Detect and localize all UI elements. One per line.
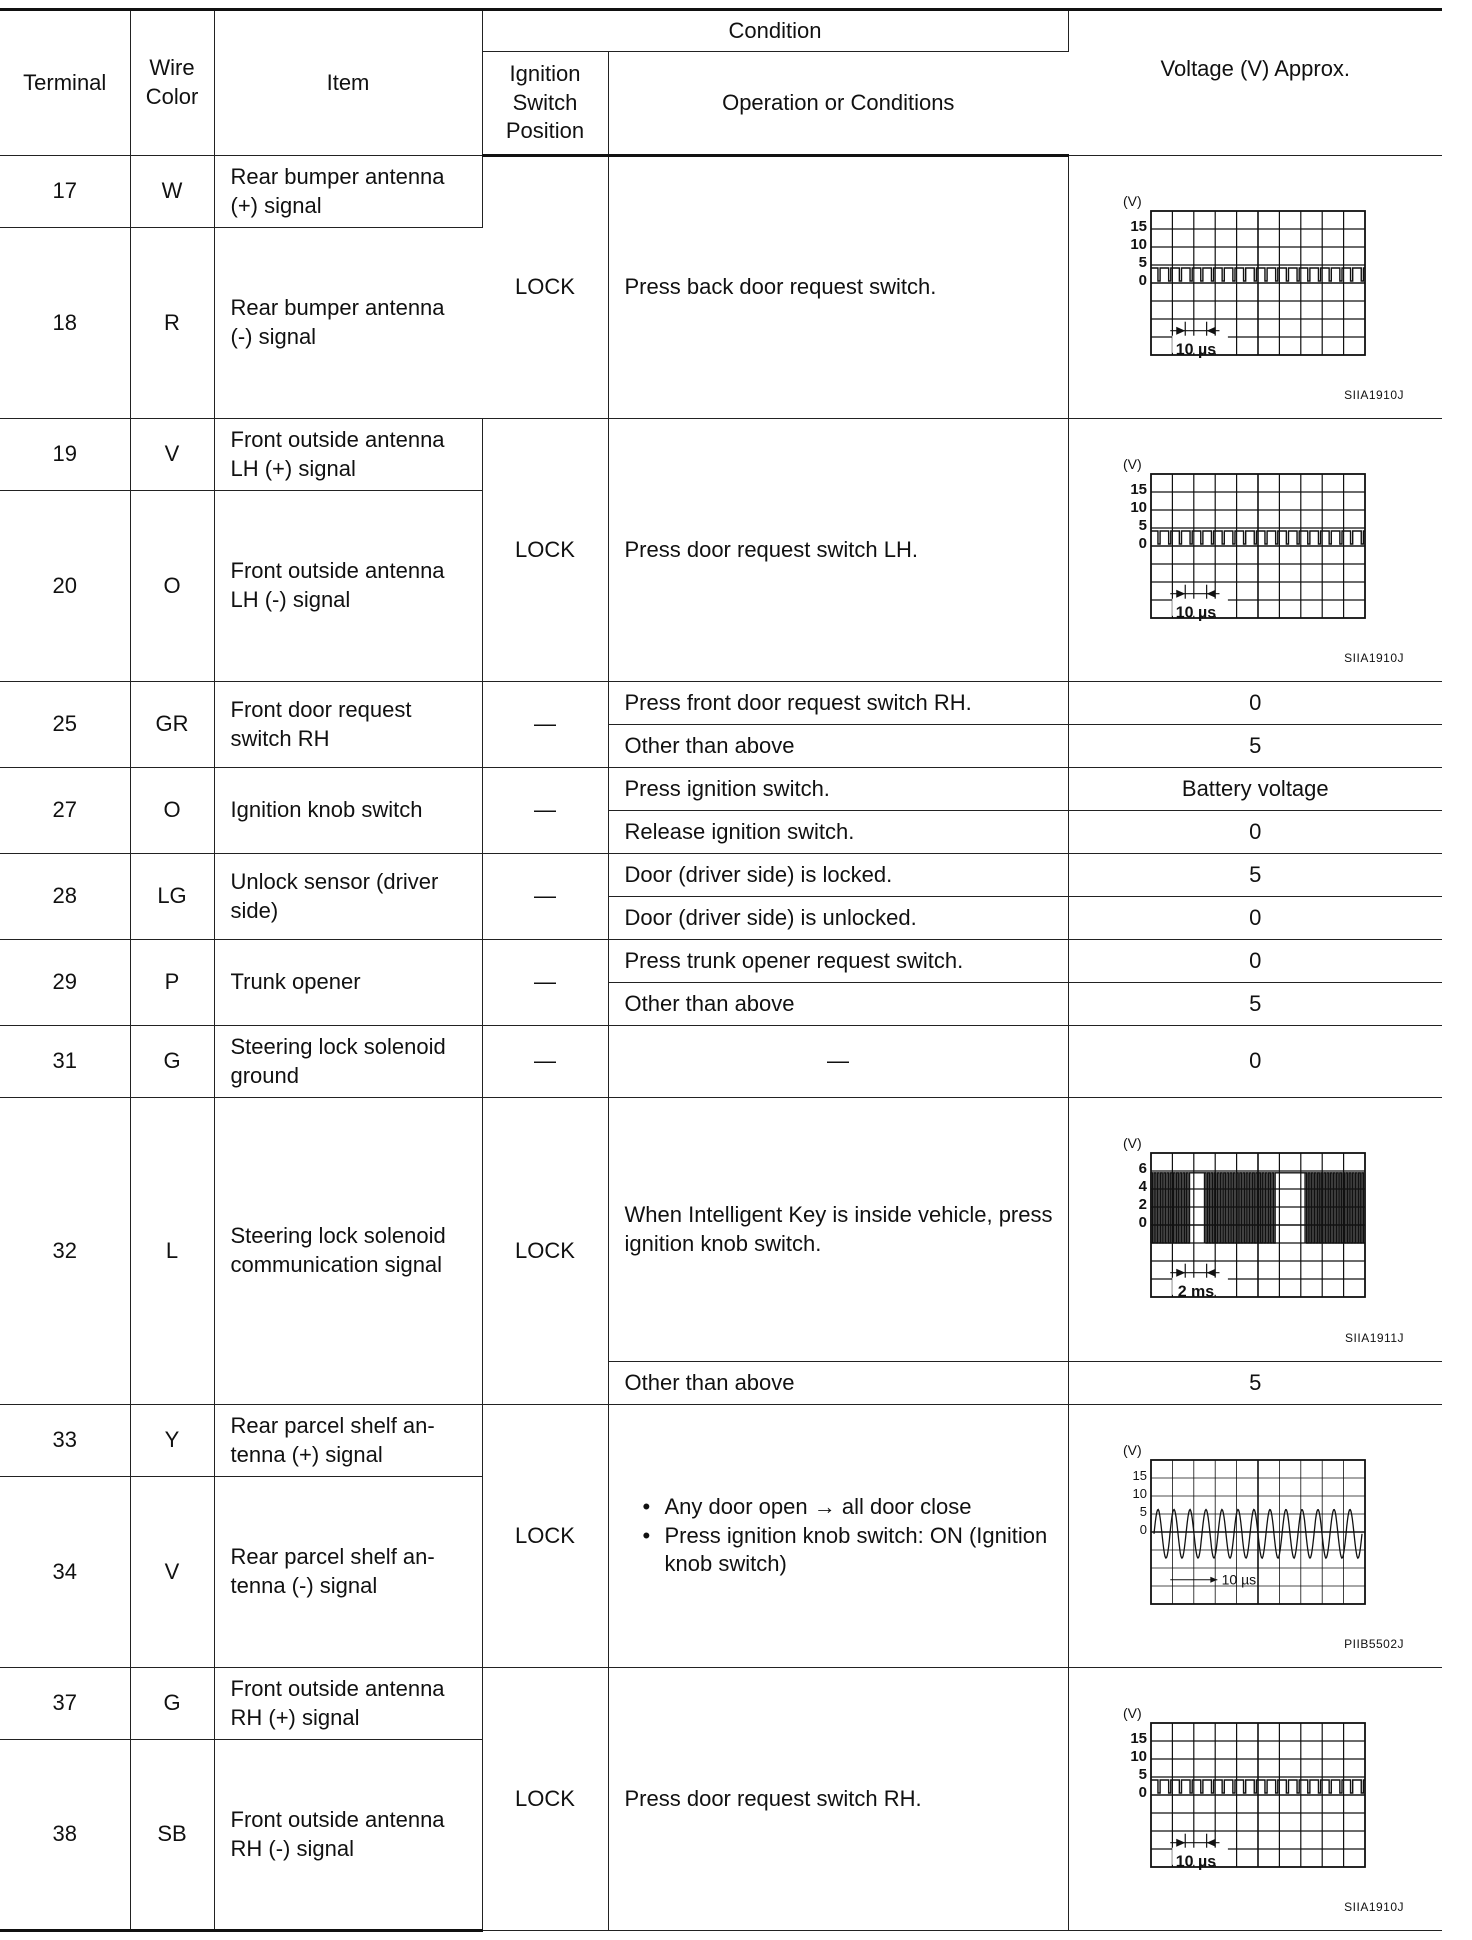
ignition-cell: —	[482, 940, 608, 1026]
voltage-cell: 0	[1068, 897, 1442, 940]
operation-cell: Release ignition switch.	[608, 811, 1068, 854]
wire-color-cell: V	[130, 1477, 214, 1668]
ignition-cell: —	[482, 768, 608, 854]
tick-label: 15	[1132, 1468, 1147, 1483]
table-row	[0, 419, 1442, 491]
tick-label: 10	[1132, 1486, 1147, 1501]
operation-cell: Press ignition switch.	[608, 768, 1068, 811]
terminal-cell: 17	[0, 156, 130, 228]
wire-color-cell: O	[130, 768, 214, 854]
terminal-cell: 25	[0, 682, 130, 768]
item-cell: Front door request switch RH	[214, 682, 482, 768]
figure-code: PIIB5502J	[1344, 1637, 1405, 1652]
item-cell: Front outside antenna RH (-) signal	[214, 1740, 482, 1931]
operation-cell: Press front door request switch RH.	[608, 682, 1068, 725]
operation-cell: Door (driver side) is unlocked.	[608, 897, 1068, 940]
figure-code: SIIA1910J	[1344, 1900, 1405, 1915]
header-operation: Operation or Conditions	[608, 52, 1068, 156]
tick-label: 0	[1138, 1784, 1147, 1801]
wire-color-cell: W	[130, 156, 214, 228]
waveform-chart	[1119, 1703, 1399, 1883]
terminal-cell: 19	[0, 419, 130, 491]
item-cell: Ignition knob switch	[214, 768, 482, 854]
terminal-cell: 27	[0, 768, 130, 854]
unit-label: (V)	[1122, 456, 1142, 472]
operation-cell: Press door request switch LH.	[608, 419, 1068, 682]
operation-cell: Press trunk opener request switch.	[608, 940, 1068, 983]
table-row	[0, 1668, 1442, 1740]
table-row	[0, 1098, 1442, 1362]
ignition-cell: LOCK	[482, 419, 608, 682]
tick-label: 0	[1138, 1214, 1147, 1231]
table-row	[0, 940, 1442, 983]
header-condition: Condition	[482, 10, 1068, 52]
terminal-table	[0, 8, 1442, 1932]
wire-color-cell: SB	[130, 1740, 214, 1931]
voltage-waveform-cell	[1068, 1405, 1442, 1668]
table-row	[0, 854, 1442, 897]
figure-code: SIIA1910J	[1344, 651, 1405, 666]
scale-arrow	[1176, 1839, 1185, 1847]
signal-trace	[1151, 1173, 1365, 1243]
terminal-cell: 37	[0, 1668, 130, 1740]
tick-label: 6	[1138, 1160, 1147, 1177]
waveform-chart	[1119, 1133, 1399, 1313]
terminal-cell: 18	[0, 228, 130, 419]
operation-cell: Press back door request switch.	[608, 156, 1068, 419]
wire-color-cell: G	[130, 1026, 214, 1098]
figure-code: SIIA1910J	[1344, 388, 1405, 403]
scale-label: 10 µs	[1175, 341, 1216, 359]
tick-label: 5	[1139, 1504, 1147, 1519]
tick-label: 10	[1129, 1748, 1147, 1765]
tick-label: 0	[1138, 272, 1147, 289]
tick-label: 5	[1138, 1766, 1147, 1783]
tick-label: 4	[1138, 1178, 1147, 1195]
wire-color-cell: O	[130, 491, 214, 682]
header-ignition-position-label: Ignition Switch Position	[505, 61, 585, 144]
scale-arrow	[1206, 1839, 1215, 1847]
wire-color-cell: L	[130, 1098, 214, 1405]
terminal-cell: 28	[0, 854, 130, 940]
waveform-chart	[1119, 1440, 1399, 1620]
scale-label: 10 µs	[1175, 604, 1216, 622]
tick-label: 15	[1129, 1730, 1147, 1747]
terminal-cell: 29	[0, 940, 130, 1026]
operation-cell: Other than above	[608, 1362, 1068, 1405]
voltage-cell: 5	[1068, 983, 1442, 1026]
wire-color-cell: LG	[130, 854, 214, 940]
condition-bullet: • Any door open → all door close	[665, 1493, 1054, 1522]
wire-color-cell: Y	[130, 1405, 214, 1477]
figure-code: SIIA1911J	[1345, 1331, 1405, 1346]
unit-label: (V)	[1122, 1135, 1142, 1151]
scale-arrow	[1176, 1269, 1185, 1277]
tick-label: 0	[1139, 1522, 1147, 1537]
tick-label: 10	[1129, 236, 1147, 253]
voltage-cell: 5	[1068, 725, 1442, 768]
header-item: Item	[214, 10, 482, 156]
voltage-cell: 0	[1068, 940, 1442, 983]
voltage-cell: 5	[1068, 1362, 1442, 1405]
item-cell: Front outside antenna LH (+) signal	[214, 419, 482, 491]
unit-label: (V)	[1122, 1442, 1142, 1458]
header-wire-color	[130, 10, 214, 156]
item-cell: Front outside antenna LH (-) signal	[214, 491, 482, 682]
waveform-chart	[1119, 454, 1399, 634]
unit-label: (V)	[1122, 1705, 1142, 1721]
operation-cell: Door (driver side) is locked.	[608, 854, 1068, 897]
scale-arrow	[1210, 1577, 1217, 1583]
voltage-cell: Battery voltage	[1068, 768, 1442, 811]
table-row	[0, 156, 1442, 228]
item-cell: Front outside antenna RH (+) signal	[214, 1668, 482, 1740]
header-terminal: Terminal	[0, 10, 130, 156]
scale-arrow	[1206, 327, 1215, 335]
ignition-cell: LOCK	[482, 1098, 608, 1405]
ignition-cell: —	[482, 682, 608, 768]
tick-label: 0	[1138, 535, 1147, 552]
scale-label: 2 ms	[1177, 1283, 1214, 1301]
table-row	[0, 768, 1442, 811]
item-cell: Rear bumper antenna (+) signal	[214, 156, 482, 228]
item-cell: Unlock sensor (driver side)	[214, 854, 482, 940]
tick-label: 5	[1138, 517, 1147, 534]
item-cell: Steering lock solenoid ground	[214, 1026, 482, 1098]
operation-cell: Press door request switch RH.	[608, 1668, 1068, 1931]
voltage-cell: 5	[1068, 854, 1442, 897]
terminal-cell: 31	[0, 1026, 130, 1098]
terminal-cell: 34	[0, 1477, 130, 1668]
wire-color-cell: GR	[130, 682, 214, 768]
waveform-chart	[1119, 191, 1399, 371]
tick-label: 5	[1138, 254, 1147, 271]
tick-label: 15	[1129, 481, 1147, 498]
wire-color-cell: P	[130, 940, 214, 1026]
condition-list	[625, 1493, 1054, 1579]
wire-color-cell: G	[130, 1668, 214, 1740]
header-wire-color-label: Wire Color	[145, 55, 199, 109]
scale-arrow	[1206, 1269, 1215, 1277]
voltage-cell: 0	[1068, 682, 1442, 725]
voltage-waveform-cell	[1068, 156, 1442, 419]
voltage-waveform-cell	[1068, 1668, 1442, 1931]
terminal-cell: 32	[0, 1098, 130, 1405]
header-voltage	[1068, 10, 1442, 156]
item-cell: Rear parcel shelf an-tenna (-) signal	[214, 1477, 482, 1668]
ignition-cell: —	[482, 854, 608, 940]
operation-cell: When Intelligent Key is inside vehicle, press ignition knob switch.	[608, 1098, 1068, 1362]
item-cell: Rear bumper antenna (-) signal	[214, 228, 482, 419]
terminal-cell: 33	[0, 1405, 130, 1477]
operation-cell	[608, 1405, 1068, 1668]
wire-color-cell: V	[130, 419, 214, 491]
item-cell: Steering lock solenoid communication signal	[214, 1098, 482, 1405]
voltage-cell: 0	[1068, 811, 1442, 854]
terminal-table-container	[0, 8, 1442, 1932]
condition-bullet: • Press ignition knob switch: ON (Ignition knob switch)	[665, 1522, 1054, 1579]
table-row	[0, 1026, 1442, 1098]
header-ignition-position	[482, 52, 608, 156]
item-cell: Trunk opener	[214, 940, 482, 1026]
scale-arrow	[1206, 590, 1215, 598]
voltage-waveform-cell	[1068, 1098, 1442, 1362]
operation-cell: Other than above	[608, 983, 1068, 1026]
ignition-cell: LOCK	[482, 1405, 608, 1668]
item-cell: Rear parcel shelf an-tenna (+) signal	[214, 1405, 482, 1477]
operation-cell: —	[608, 1026, 1068, 1098]
voltage-waveform-cell	[1068, 419, 1442, 682]
tick-label: 15	[1129, 218, 1147, 235]
scale-arrow	[1176, 327, 1185, 335]
table-row	[0, 682, 1442, 725]
terminal-cell: 38	[0, 1740, 130, 1931]
wire-color-cell: R	[130, 228, 214, 419]
voltage-cell: 0	[1068, 1026, 1442, 1098]
unit-label: (V)	[1122, 193, 1142, 209]
tick-label: 2	[1138, 1196, 1147, 1213]
ignition-cell: LOCK	[482, 156, 608, 419]
scale-label: 10 µs	[1175, 1853, 1216, 1871]
table-row	[0, 1405, 1442, 1477]
ignition-cell: —	[482, 1026, 608, 1098]
ignition-cell: LOCK	[482, 1668, 608, 1931]
operation-cell: Other than above	[608, 725, 1068, 768]
header-voltage-label: Voltage (V) Approx.	[1160, 55, 1351, 81]
tick-label: 10	[1129, 499, 1147, 516]
scale-arrow	[1176, 590, 1185, 598]
terminal-cell: 20	[0, 491, 130, 682]
scale-label: 10 µs	[1221, 1571, 1256, 1588]
